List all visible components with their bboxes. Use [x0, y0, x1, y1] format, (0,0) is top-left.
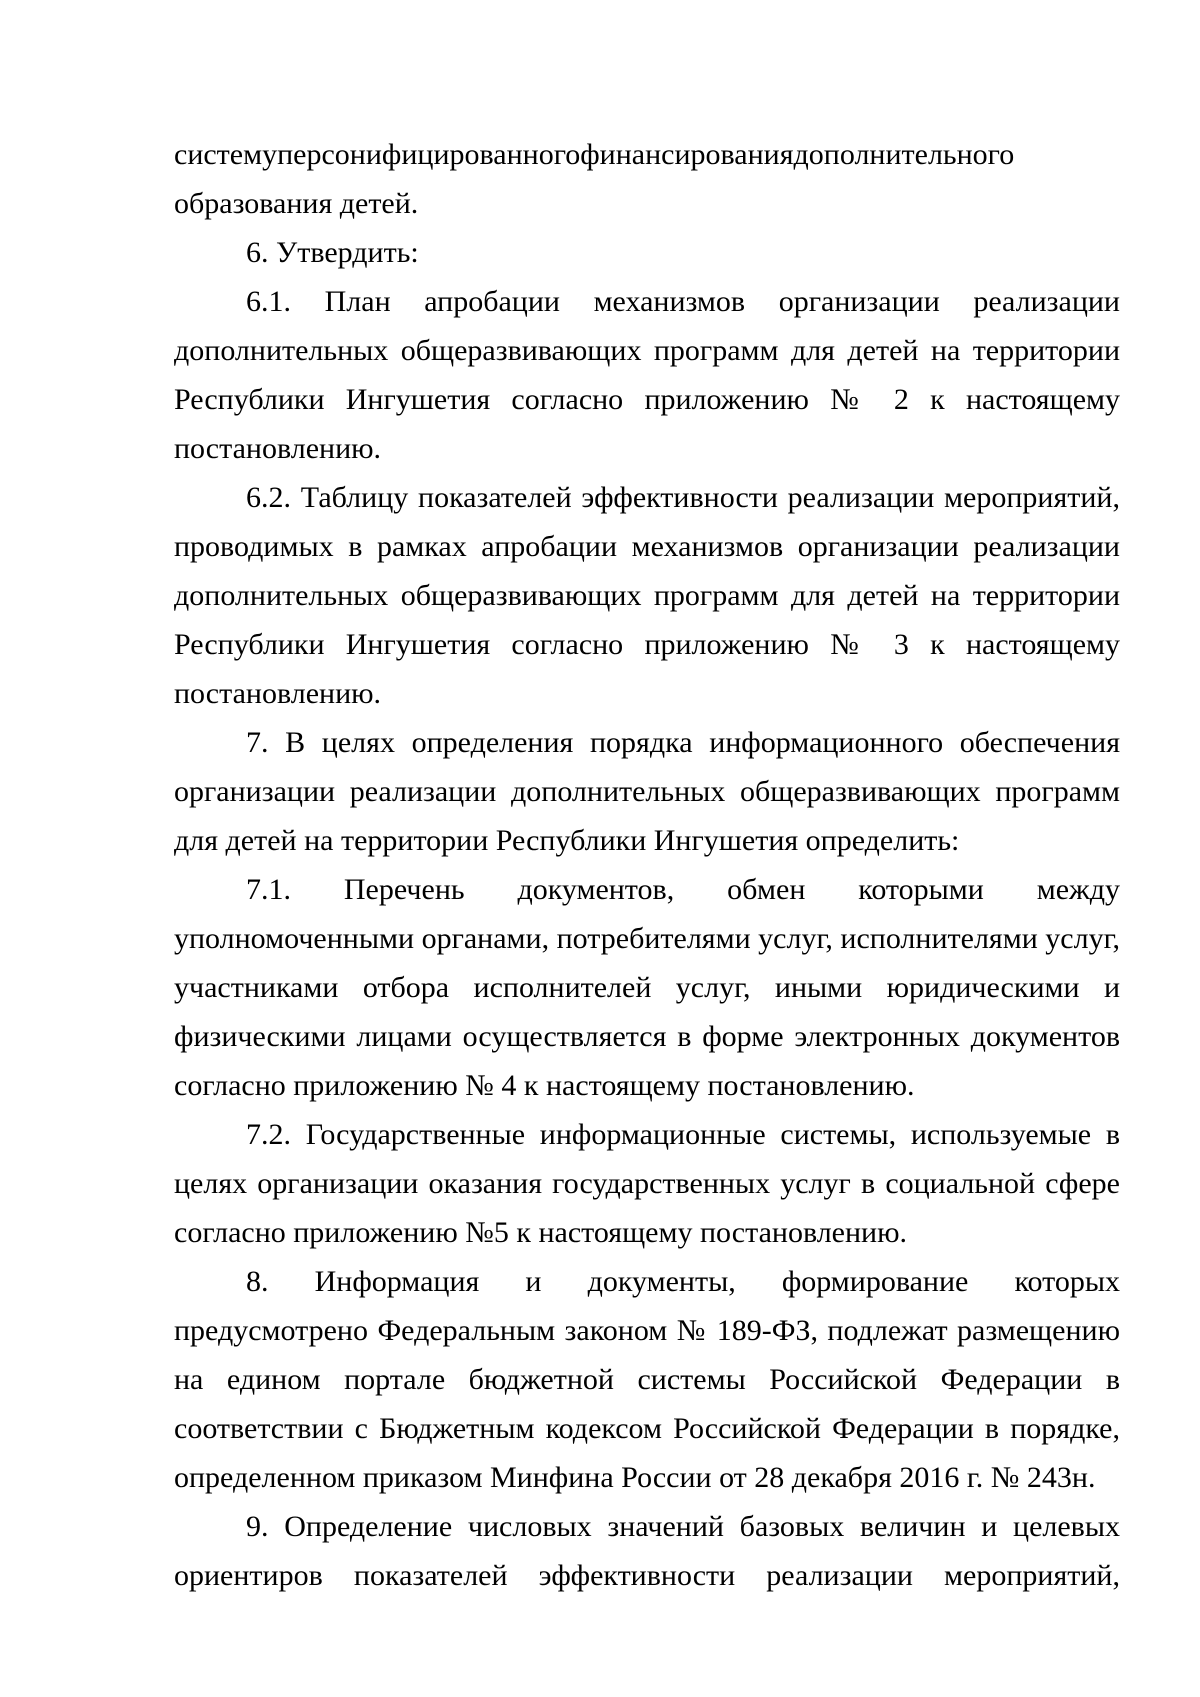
- paragraph-item-6-2: 6.2. Таблицу показателей эффективности реализации мероприятий, проводимых в рамках апробации механизмов организации реализации дополнительных общеразвивающих программ для детей на территории Республики Ингушетия согласно приложению № 3 к настоящему постановлению.: [174, 481, 1120, 710]
- document-body: [174, 130, 1120, 1600]
- paragraph-continuation: системуперсонифицированногофинансированиядополнительного: [174, 138, 1015, 171]
- paragraph-continuation-end: образования детей.: [174, 187, 419, 220]
- paragraph-item-8: 8. Информация и документы, формирование которых предусмотрено Федеральным законом № 189-ФЗ, подлежат размещению на едином портале бюджетной системы Российской Федерации в соответствии с Бюджетным кодексом Российской Федерации в порядке, определенном приказом Минфина России от 28 декабря 2016 г. № 243н.: [174, 1265, 1120, 1494]
- paragraph-item-6: 6. Утвердить:: [246, 236, 419, 269]
- paragraph-item-7-1: 7.1. Перечень документов, обмен которыми между уполномоченными органами, потребителями услуг, исполнителями услуг, участниками отбора исполнителей услуг, иными юридическими и физическими лицами осуществляется в форме электронных документов согласно приложению № 4 к настоящему постановлению.: [174, 873, 1120, 1102]
- paragraph-item-7: 7. В целях определения порядка информационного обеспечения организации реализации дополнительных общеразвивающих программ для детей на территории Республики Ингушетия определить:: [174, 726, 1120, 857]
- paragraph-item-6-1: 6.1. План апробации механизмов организации реализации дополнительных общеразвивающих программ для детей на территории Республики Ингушетия согласно приложению № 2 к настоящему постановлению.: [174, 285, 1120, 465]
- paragraph-item-7-2: 7.2. Государственные информационные системы, используемые в целях организации оказания государственных услуг в социальной сфере согласно приложению №5 к настоящему постановлению.: [174, 1118, 1120, 1249]
- paragraph-item-9: 9. Определение числовых значений базовых величин и целевых ориентиров показателей эффективности реализации мероприятий,: [174, 1510, 1120, 1592]
